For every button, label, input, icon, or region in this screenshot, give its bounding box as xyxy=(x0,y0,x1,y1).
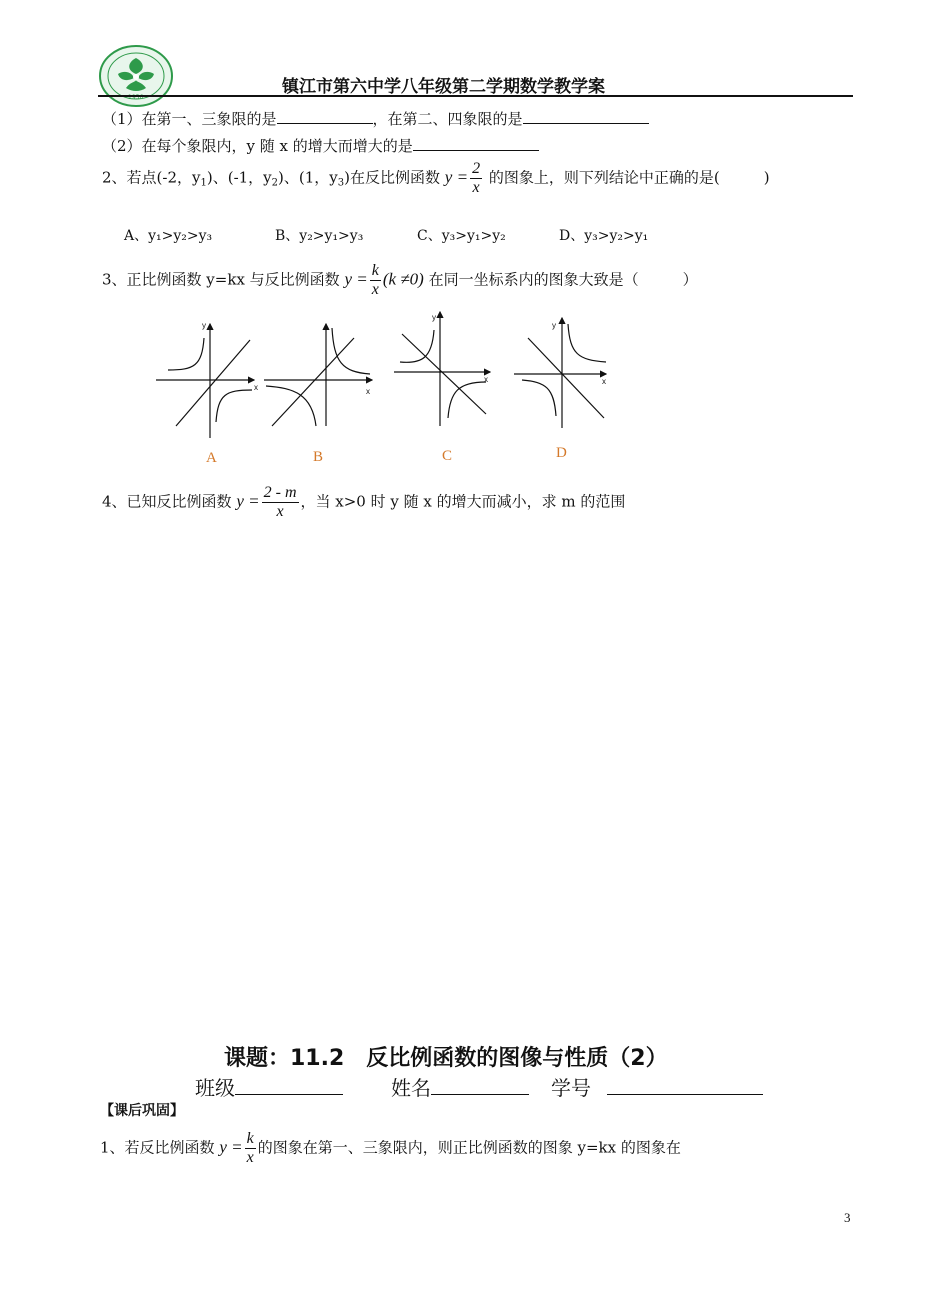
section-heading: 【课后巩固】 xyxy=(100,1103,184,1119)
q3-graph-d-x-label: x xyxy=(602,377,606,386)
q1-part1-text-a: （1）在第一、三象限的是 xyxy=(102,110,277,128)
q3-graph-a-y-label: y xyxy=(202,321,206,330)
q4-answer-area[interactable] xyxy=(102,540,842,1000)
q3-graph-label-b: B xyxy=(313,449,324,465)
page-number: 3 xyxy=(844,1210,851,1225)
q1-part2 xyxy=(102,135,539,156)
q4-fraction-den: x xyxy=(276,503,284,520)
q2-text-tail-b: 的图象上，则下列结论中正确的是( xyxy=(488,168,720,187)
name-label: 姓名 xyxy=(391,1076,431,1100)
q4-fraction xyxy=(262,484,299,521)
q3-graph-a-x-label: x xyxy=(254,383,258,392)
q3-question xyxy=(102,262,698,299)
after-q1-text-a: 1、若反比例函数 xyxy=(100,1138,215,1157)
q1-part1-text-b: ，在第二、四象限的是 xyxy=(372,110,523,128)
header-rule xyxy=(98,95,853,97)
q3-graph-label-d: D xyxy=(556,445,567,461)
q2-text-mid2: )、(1，y xyxy=(278,168,338,187)
q2-option-b[interactable]: B、y₂>y₁>y₃ xyxy=(275,228,364,244)
after-q1-func-lhs: y = xyxy=(219,1137,243,1157)
q2-fraction-den: x xyxy=(472,179,480,196)
logo-year: 1956 xyxy=(128,94,144,101)
q2-question: 2、若点(-2，$y_1$)、(-1，$y_2$)、(1，$y_3$)在反比例函数 y = $\frac{2}{x}$ 的图象上，则下列结论中正确的是( ) xyxy=(102,160,770,196)
q3-condition: (k ≠0) xyxy=(382,269,424,289)
student-id-field[interactable] xyxy=(607,1076,763,1095)
q3-graph-b[interactable] xyxy=(262,322,376,432)
q3-fraction xyxy=(370,262,381,299)
q1-part2-text: （2）在每个象限内，y 随 x 的增大而增大的是 xyxy=(102,137,413,155)
q3-graph-d[interactable] xyxy=(512,316,612,430)
after-q1-fraction-den: x xyxy=(246,1149,254,1166)
q1-blank-24[interactable] xyxy=(523,108,649,124)
q4-fraction-num: 2 - m xyxy=(263,484,297,501)
after-q1-fraction xyxy=(245,1130,256,1167)
q3-graph-d-y-label: y xyxy=(552,321,556,330)
q2-fraction xyxy=(470,160,482,197)
header-title: 镇江市第六中学八年级第二学期数学教学案 xyxy=(282,77,605,97)
q3-graph-c-x-label: x xyxy=(484,375,488,384)
q1-blank-increase[interactable] xyxy=(413,135,539,151)
q1-part1 xyxy=(102,108,649,129)
q3-graph-label-a: A xyxy=(206,450,217,466)
q2-text-tail-a: )在反比例函数 xyxy=(344,168,440,187)
q1-blank-13[interactable] xyxy=(277,108,373,124)
lesson-title: 课题：11.2 反比例函数的图像与性质（2） xyxy=(224,1046,668,1071)
q3-fraction-den: x xyxy=(371,281,379,298)
q2-func-lhs: y = xyxy=(444,167,469,187)
q4-func-lhs: y = xyxy=(236,491,260,511)
student-info-line xyxy=(195,1072,763,1101)
q4-question xyxy=(102,484,625,521)
q4-text-b: ，当 x>0 时 y 随 x 的增大而减小，求 m 的范围 xyxy=(300,492,626,511)
q3-fraction-num: k xyxy=(371,262,379,279)
q2-option-c[interactable]: C、y₃>y₁>y₂ xyxy=(417,228,506,244)
after-q1-text-b: 的图象在第一、三象限内，则正比例函数的图象 y=kx 的图象在 xyxy=(257,1138,681,1157)
q2-answer-close: ) xyxy=(763,168,770,187)
q3-graph-c-y-label: y xyxy=(432,313,436,322)
q2-text-lead: 2、若点(-2，y xyxy=(102,168,201,187)
name-field[interactable] xyxy=(431,1076,529,1095)
q3-graph-label-c: C xyxy=(442,448,453,464)
class-field[interactable] xyxy=(235,1076,343,1095)
after-q1-fraction-num: k xyxy=(246,1130,254,1147)
q3-text-a: 3、正比例函数 y=kx 与反比例函数 xyxy=(102,270,340,289)
student-id-label: 学号 xyxy=(551,1076,591,1100)
q2-text-mid1: )、(-1，y xyxy=(206,168,272,187)
q2-fraction-num: 2 xyxy=(472,160,481,177)
after-q1-question xyxy=(100,1130,681,1167)
class-label: 班级 xyxy=(195,1076,235,1100)
q3-graph-b-x-label: x xyxy=(366,387,370,396)
q3-graph-a[interactable] xyxy=(154,318,266,440)
q2-option-d[interactable]: D、y₃>y₂>y₁ xyxy=(559,228,649,244)
q3-answer-close: ） xyxy=(682,270,698,289)
q2-option-a[interactable]: A、y₁>y₂>y₃ xyxy=(124,228,213,244)
q3-func-lhs: y = xyxy=(344,269,368,289)
q3-graph-c[interactable] xyxy=(392,310,496,428)
q3-text-b: 在同一坐标系内的图象大致是（ xyxy=(428,270,639,289)
q4-text-a: 4、已知反比例函数 xyxy=(102,492,232,511)
